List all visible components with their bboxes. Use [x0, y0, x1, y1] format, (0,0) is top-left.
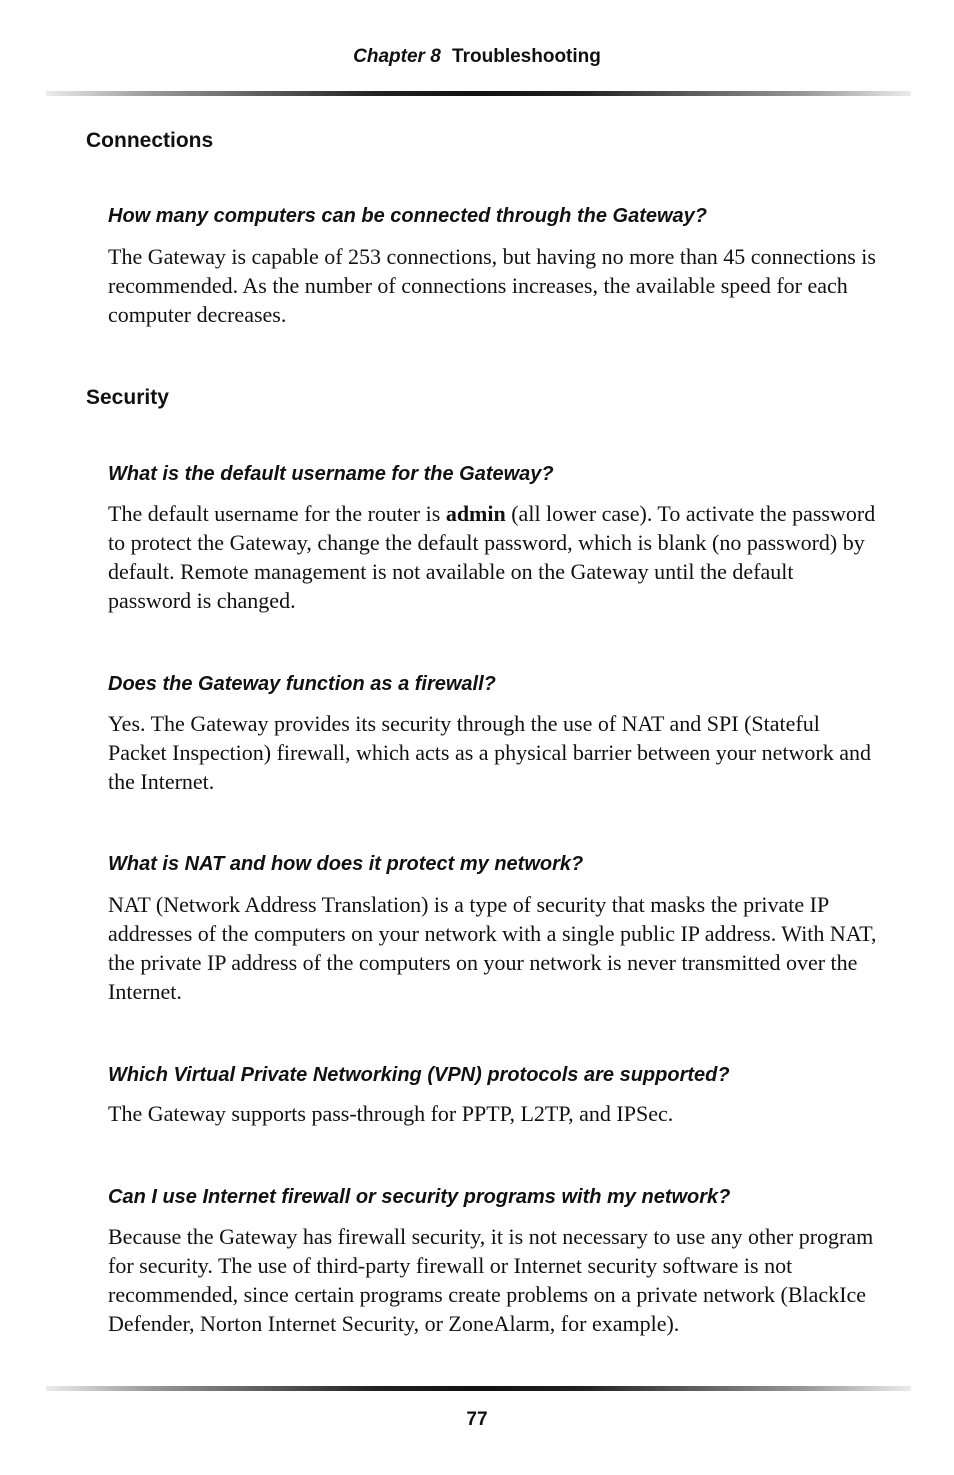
answer-text: The default username for the router is [108, 501, 446, 526]
page-number: 77 [466, 1409, 488, 1430]
header-rule [46, 91, 911, 96]
footer-rule [46, 1386, 911, 1391]
faq-answer: NAT (Network Address Translation) is a type of security that masks the private IP addresses of the computers on your network with a single public IP address. With NAT, the private IP address of the computers on your network is never transmitted over the Internet. [108, 892, 877, 1004]
faq-question: Which Virtual Private Networking (VPN) protocols are supported? [108, 1064, 730, 1086]
section-title-security: Security [86, 386, 169, 409]
faq-answer [108, 499, 878, 615]
faq-question: What is NAT and how does it protect my network? [108, 853, 584, 875]
chapter-label: Chapter 8 [353, 46, 441, 67]
faq-question: What is the default username for the Gateway? [108, 463, 554, 485]
faq-answer: The Gateway is capable of 253 connections, but having no more than 45 connections is recommended. As the number of connections increases, the available speed for each computer decreases. [108, 244, 876, 327]
section-title-connections: Connections [86, 129, 214, 152]
page-header [0, 46, 954, 68]
faq-question: Does the Gateway function as a firewall? [108, 673, 496, 695]
faq-answer: Because the Gateway has firewall security, it is not necessary to use any other program for security. The use of third-party firewall or Internet security software is not recommended, since certain programs create problems on a private network (BlackIce Defender, Norton Internet Security, or ZoneAlarm, for example). [108, 1224, 874, 1336]
answer-text: (all lower case). To activate the password to protect the Gateway, change the default password, which is blank (no password) by default. Remote management is not available on the Gateway until the default password is changed. [108, 501, 876, 613]
chapter-title: Troubleshooting [452, 46, 601, 67]
faq-answer: The Gateway supports pass-through for PPTP, L2TP, and IPSec. [108, 1101, 674, 1126]
faq-question: How many computers can be connected through the Gateway? [108, 205, 707, 227]
faq-answer: Yes. The Gateway provides its security through the use of NAT and SPI (Stateful Packet Inspection) firewall, which acts as a physical barrier between your network and the Internet. [108, 711, 871, 794]
default-username: admin [445, 501, 506, 526]
faq-question: Can I use Internet firewall or security programs with my network? [108, 1186, 731, 1208]
